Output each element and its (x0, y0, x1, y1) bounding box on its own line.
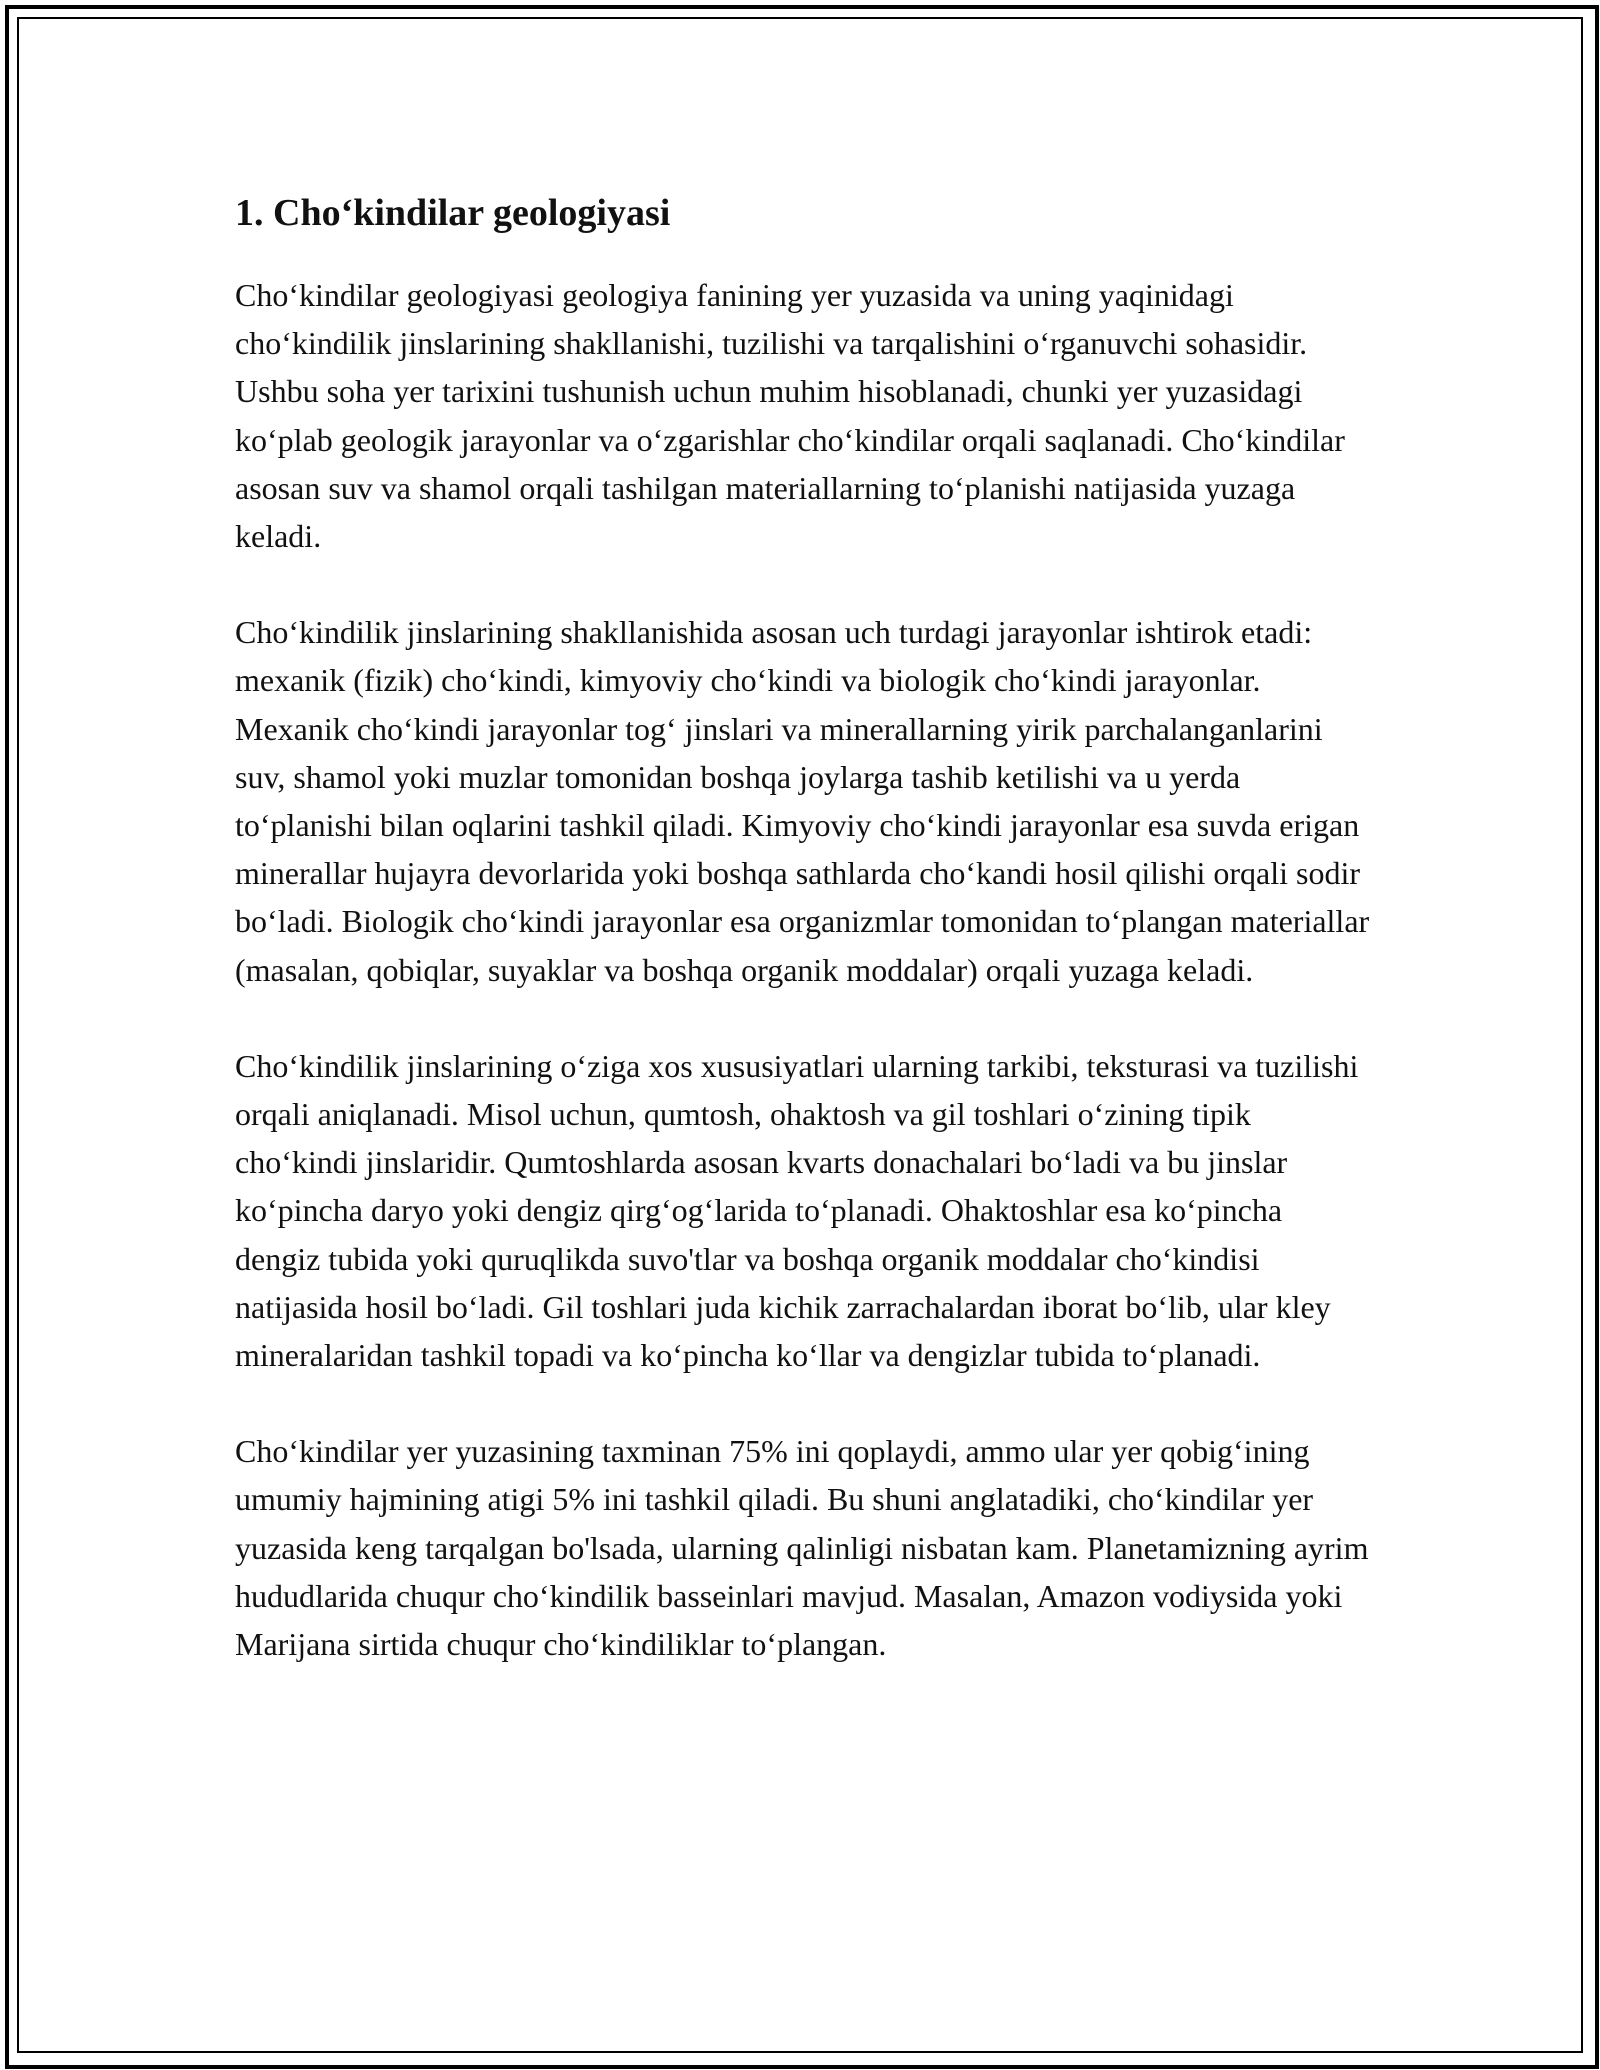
paragraph-2: Cho‘kindilik jinslarining shakllanishida asosan uch turdagi jarayonlar ishtirok etadi: mexanik (fizik) cho‘kindi, kimyoviy cho‘kindi va biologik cho‘kindi jarayonlar. Mexanik cho‘kindi jarayonlar tog‘ jinslari va minerallarning yirik parchalanganlarini suv, shamol yoki muzlar tomonidan boshqa joylarga tashib ketilishi va u yerda to‘planishi bilan oqlarini tashkil qiladi. Kimyoviy cho‘kindi jarayonlar esa suvda erigan minerallar hujayra devorlarida yoki boshqa sathlarda cho‘kandi hosil qilishi orqali sodir bo‘ladi. Biologik cho‘kindi jarayonlar esa organizmlar tomonidan to‘plangan materiallar (masalan, qobiqlar, suyaklar va boshqa organik moddalar) orqali yuzaga keladi. (235, 614, 1370, 988)
document-body (235, 185, 1375, 1668)
paragraph-1: Cho‘kindilar geologiyasi geologiya fanining yer yuzasida va uning yaqinidagi cho‘kindilik jinslarining shakllanishi, tuzilishi va tarqalishini o‘rganuvchi sohasidir. Ushbu soha yer tarixini tushunish uchun muhim hisoblanadi, chunki yer yuzasidagi ko‘plab geologik jarayonlar va o‘zgarishlar cho‘kindilar orqali saqlanadi. Cho‘kindilar asosan suv va shamol orqali tashilgan materiallarning to‘planishi natijasida yuzaga keladi. (235, 277, 1345, 555)
section-heading: 1. Cho‘kindilar geologiyasi (235, 192, 671, 234)
paragraph-4: Cho‘kindilar yer yuzasining taxminan 75% ini qoplaydi, ammo ular yer qobig‘ining umumiy hajmining atigi 5% ini tashkil qiladi. Bu shuni anglatadiki, cho‘kindilar yer yuzasida keng tarqalgan bo'lsada, ularning qalinligi nisbatan kam. Planetamizning ayrim hududlarida chuqur cho‘kindilik basseinlari mavjud. Masalan, Amazon vodiysida yoki Marijana sirtida chuqur cho‘kindiliklar to‘plangan. (235, 1433, 1369, 1663)
paragraph-3: Cho‘kindilik jinslarining o‘ziga xos xususiyatlari ularning tarkibi, teksturasi va tuzilishi orqali aniqlanadi. Misol uchun, qumtosh, ohaktosh va gil toshlari o‘zining tipik cho‘kindi jinslaridir. Qumtoshlarda asosan kvarts donachalari bo‘ladi va bu jinslar ko‘pincha daryo yoki dengiz qirg‘og‘larida to‘planadi. Ohaktoshlar esa ko‘pincha dengiz tubida yoki quruqlikda suvo'tlar va boshqa organik moddalar cho‘kindisi natijasida hosil bo‘ladi. Gil toshlari juda kichik zarrachalardan iborat bo‘lib, ular kley mineralaridan tashkil topadi va ko‘pincha ko‘llar va dengizlar tubida to‘planadi. (235, 1047, 1359, 1374)
